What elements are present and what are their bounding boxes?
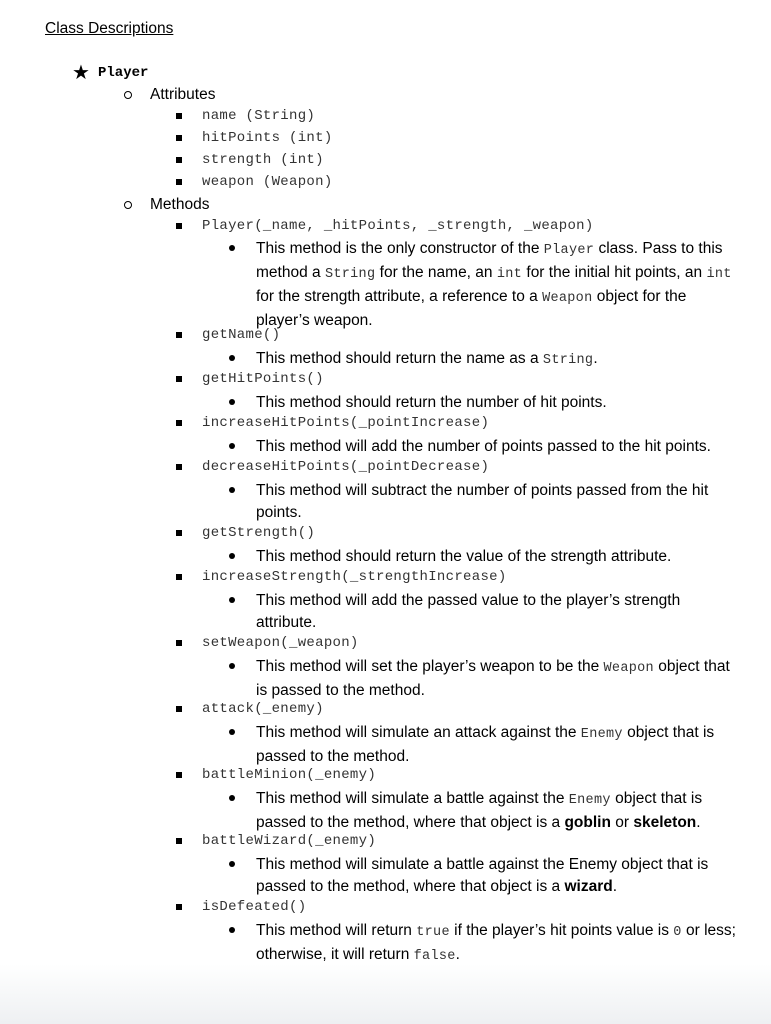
method-signature: attack(_enemy)	[202, 701, 324, 717]
description-text	[256, 854, 736, 898]
method-item	[176, 701, 324, 717]
star-icon: ★	[72, 62, 90, 84]
text-span: This method will add the number of points passed to the hit points.	[256, 438, 711, 455]
description-text	[256, 546, 736, 568]
description-text	[256, 722, 736, 768]
text-span: object for the player’s weapon.	[256, 288, 687, 329]
text-span: .	[593, 350, 598, 367]
attributes-label: Attributes	[150, 86, 216, 103]
code-span: String	[324, 267, 376, 282]
method-signature: decreaseHitPoints(_pointDecrease)	[202, 459, 490, 475]
bold-span: goblin	[564, 814, 611, 831]
method-signature: increaseStrength(_strengthIncrease)	[202, 569, 507, 585]
square-bullet-icon	[176, 113, 182, 119]
code-span: 0	[673, 925, 682, 940]
method-description	[229, 854, 736, 898]
method-description	[229, 348, 736, 372]
attribute-text: name (String)	[202, 108, 316, 124]
method-description	[229, 788, 736, 834]
method-signature: Player(_name, _hitPoints, _strength, _weapon)	[202, 218, 594, 234]
class-name: Player	[98, 65, 149, 81]
class-heading	[72, 63, 148, 83]
round-bullet-icon	[229, 861, 235, 867]
square-bullet-icon	[176, 157, 182, 163]
round-bullet-icon	[229, 245, 235, 251]
square-bullet-icon	[176, 464, 182, 470]
round-bullet-icon	[229, 597, 235, 603]
square-bullet-icon	[176, 376, 182, 382]
text-span: for the initial hit points, an	[522, 264, 707, 281]
round-bullet-icon	[229, 663, 235, 669]
method-item	[176, 525, 315, 541]
method-item	[176, 569, 507, 585]
text-span: object that is passed to the method.	[256, 658, 730, 699]
square-bullet-icon	[176, 135, 182, 141]
method-description	[229, 480, 736, 524]
code-span: false	[413, 949, 456, 964]
square-bullet-icon	[176, 530, 182, 536]
method-signature: increaseHitPoints(_pointIncrease)	[202, 415, 490, 431]
square-bullet-icon	[176, 223, 182, 229]
attribute-text: hitPoints (int)	[202, 130, 333, 146]
square-bullet-icon	[176, 332, 182, 338]
method-item	[176, 218, 594, 234]
method-description	[229, 436, 736, 458]
code-span: int	[706, 267, 732, 282]
text-span: This method will add the passed value to the player’s strength attribute.	[256, 592, 681, 631]
method-signature: setWeapon(_weapon)	[202, 635, 359, 651]
method-item	[176, 371, 324, 387]
code-span: int	[496, 267, 523, 282]
square-bullet-icon	[176, 904, 182, 910]
method-item	[176, 767, 376, 783]
text-span: .	[455, 946, 460, 963]
code-span: Enemy	[568, 793, 611, 808]
text-span: This method will simulate an attack against the	[256, 724, 581, 741]
square-bullet-icon	[176, 574, 182, 580]
code-span: Enemy	[580, 727, 623, 742]
round-bullet-icon	[229, 795, 235, 801]
method-item	[176, 899, 306, 915]
attribute-item	[176, 174, 333, 190]
attribute-text: weapon (Weapon)	[202, 174, 333, 190]
method-signature: isDefeated()	[202, 899, 307, 915]
hollow-bullet-icon	[124, 91, 132, 99]
method-signature: getStrength()	[202, 525, 316, 541]
code-span: true	[416, 925, 450, 940]
square-bullet-icon	[176, 179, 182, 185]
text-span: This method will simulate a battle against the	[256, 790, 569, 807]
method-description	[229, 546, 736, 568]
method-description	[229, 920, 736, 968]
description-text	[256, 436, 736, 458]
method-item	[176, 459, 489, 475]
method-item	[176, 415, 489, 431]
method-description	[229, 722, 736, 768]
round-bullet-icon	[229, 355, 235, 361]
method-item	[176, 833, 376, 849]
method-signature: battleMinion(_enemy)	[202, 767, 377, 783]
text-span: object that is passed to the method.	[256, 724, 715, 765]
text-span: This method is the only constructor of the	[256, 240, 544, 257]
text-span: This method will set the player’s weapon to be the	[256, 658, 604, 675]
method-item	[176, 327, 280, 343]
bold-span: wizard	[564, 878, 613, 895]
text-span: This method should return the name as a	[256, 350, 543, 367]
method-description	[229, 590, 736, 634]
text-span: if the player’s hit points value is	[449, 922, 674, 939]
square-bullet-icon	[176, 420, 182, 426]
method-item	[176, 635, 359, 651]
description-text	[256, 348, 736, 372]
round-bullet-icon	[229, 443, 235, 449]
text-span: .	[696, 814, 701, 831]
attribute-text: strength (int)	[202, 152, 324, 168]
code-span: Weapon	[542, 291, 593, 306]
round-bullet-icon	[229, 927, 235, 933]
attributes-heading	[124, 86, 215, 104]
text-span: .	[612, 878, 618, 895]
method-description	[229, 238, 736, 332]
methods-heading	[124, 196, 209, 214]
text-span: This method should return the number of hit points.	[256, 394, 607, 411]
page-title: Class Descriptions	[45, 20, 174, 37]
method-description	[229, 392, 736, 414]
page-bottom-edge	[0, 964, 771, 1024]
text-span: or	[610, 814, 634, 831]
description-text	[256, 590, 736, 634]
hollow-bullet-icon	[124, 201, 132, 209]
round-bullet-icon	[229, 729, 235, 735]
description-text	[256, 788, 736, 834]
text-span: class. Pass to this method a	[256, 240, 723, 281]
text-span: This method will subtract the number of points passed from the hit points.	[256, 482, 709, 521]
method-signature: getHitPoints()	[202, 371, 324, 387]
method-description	[229, 656, 736, 702]
method-signature: battleWizard(_enemy)	[202, 833, 377, 849]
attribute-item	[176, 130, 333, 146]
text-span: or less; otherwise, it will return	[256, 922, 736, 963]
attribute-item	[176, 108, 315, 124]
text-span: This method will simulate a battle against the Enemy object that is passed to the method, where that object is a	[256, 856, 709, 895]
round-bullet-icon	[229, 399, 235, 405]
description-text	[256, 480, 736, 524]
description-text	[256, 656, 736, 702]
text-span: This method should return the value of the strength attribute.	[256, 548, 672, 565]
code-span: Player	[543, 243, 595, 258]
description-text	[256, 392, 736, 414]
square-bullet-icon	[176, 640, 182, 646]
square-bullet-icon	[176, 772, 182, 778]
description-text	[256, 238, 736, 332]
code-span: Weapon	[603, 661, 654, 676]
round-bullet-icon	[229, 553, 235, 559]
square-bullet-icon	[176, 706, 182, 712]
round-bullet-icon	[229, 487, 235, 493]
method-signature: getName()	[202, 327, 281, 343]
code-span: String	[542, 353, 594, 368]
text-span: for the strength attribute, a reference to a	[256, 288, 543, 305]
text-span: object that is passed to the method, where that object is a	[256, 790, 703, 831]
description-text	[256, 920, 736, 968]
methods-label: Methods	[150, 196, 210, 213]
text-span: for the name, an	[375, 264, 497, 281]
attribute-item	[176, 152, 324, 168]
square-bullet-icon	[176, 838, 182, 844]
text-span: This method will return	[256, 922, 417, 939]
bold-span: skeleton	[633, 814, 697, 831]
